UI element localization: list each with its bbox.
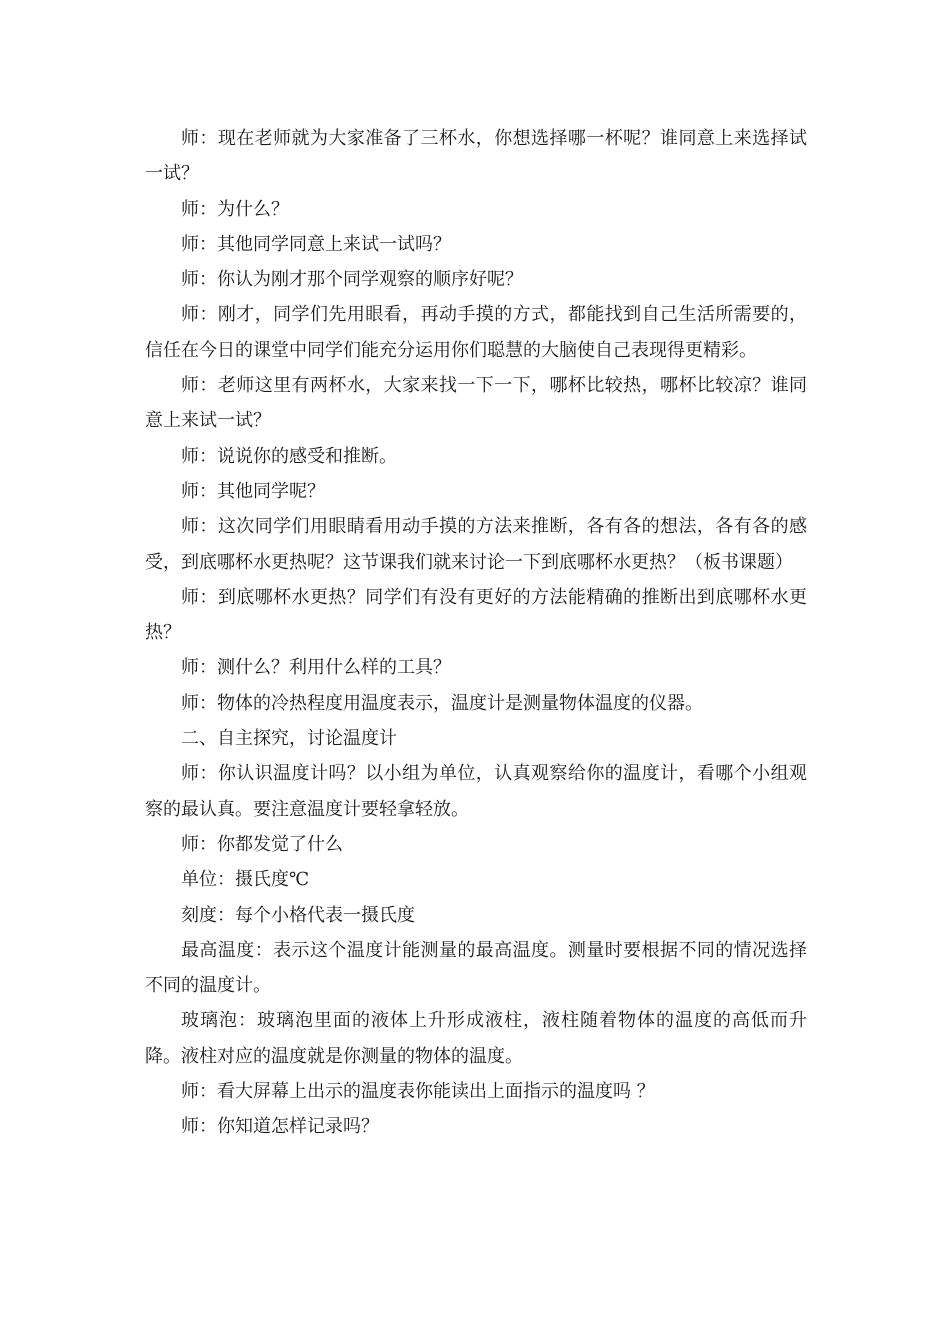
paragraph: 刻度：每个小格代表一摄氏度 [181, 904, 415, 926]
paragraph: 师：测什么？利用什么样的工具？ [181, 657, 451, 679]
paragraph: 师：其他同学呢？ [181, 480, 325, 502]
paragraph: 师：刚才，同学们先用眼看，再动手摸的方式，都能找到自己生活所需要的，信任在今日的课堂中同学们能充分运用你们聪慧的大脑使自己表现得更精彩。 [145, 304, 807, 361]
paragraph: 师：到底哪杯水更热？同学们有没有更好的方法能精确的推断出到底哪杯水更热？ [145, 586, 807, 644]
document-body [145, 121, 807, 1145]
paragraph: 玻璃泡：玻璃泡里面的液体上升形成液柱，液柱随着物体的温度的高低而升降。液柱对应的温度就是你测量的物体的温度。 [145, 1010, 807, 1067]
paragraph: 师：你认为刚才那个同学观察的顺序好呢？ [181, 269, 523, 291]
section-heading: 二、自主探究，讨论温度计 [181, 728, 397, 750]
paragraph: 最高温度：表示这个温度计能测量的最高温度。测量时要根据不同的情况选择不同的温度计。 [145, 939, 807, 997]
paragraph: 师：现在老师就为大家准备了三杯水，你想选择哪一杯呢？谁同意上来选择试一试？ [145, 128, 807, 185]
paragraph: 师：为什么？ [181, 198, 289, 220]
paragraph: 师：你认识温度计吗？以小组为单位，认真观察给你的温度计，看哪个小组观察的最认真。要注意温度计要轻拿轻放。 [145, 763, 807, 820]
paragraph: 师：你都发觉了什么 [181, 833, 343, 855]
paragraph: 师：老师这里有两杯水，大家来找一下一下，哪杯比较热，哪杯比较凉？谁同意上来试一试？ [145, 375, 807, 432]
paragraph: 单位：摄氏度℃ [181, 869, 310, 891]
paragraph: 师：你知道怎样记录吗？ [181, 1116, 379, 1138]
paragraph: 师：说说你的感受和推断。 [181, 445, 397, 467]
paragraph: 师：其他同学同意上来试一试吗？ [181, 233, 451, 255]
paragraph: 师：物体的冷热程度用温度表示，温度计是测量物体温度的仪器。 [181, 692, 703, 714]
paragraph: 师：这次同学们用眼睛看用动手摸的方法来推断，各有各的想法，各有各的感受，到底哪杯水更热呢？这节课我们就来讨论一下到底哪杯水更热？（板书课题） [145, 516, 807, 573]
paragraph: 师：看大屏幕上出示的温度表你能读出上面指示的温度吗 ？ [181, 1081, 655, 1103]
